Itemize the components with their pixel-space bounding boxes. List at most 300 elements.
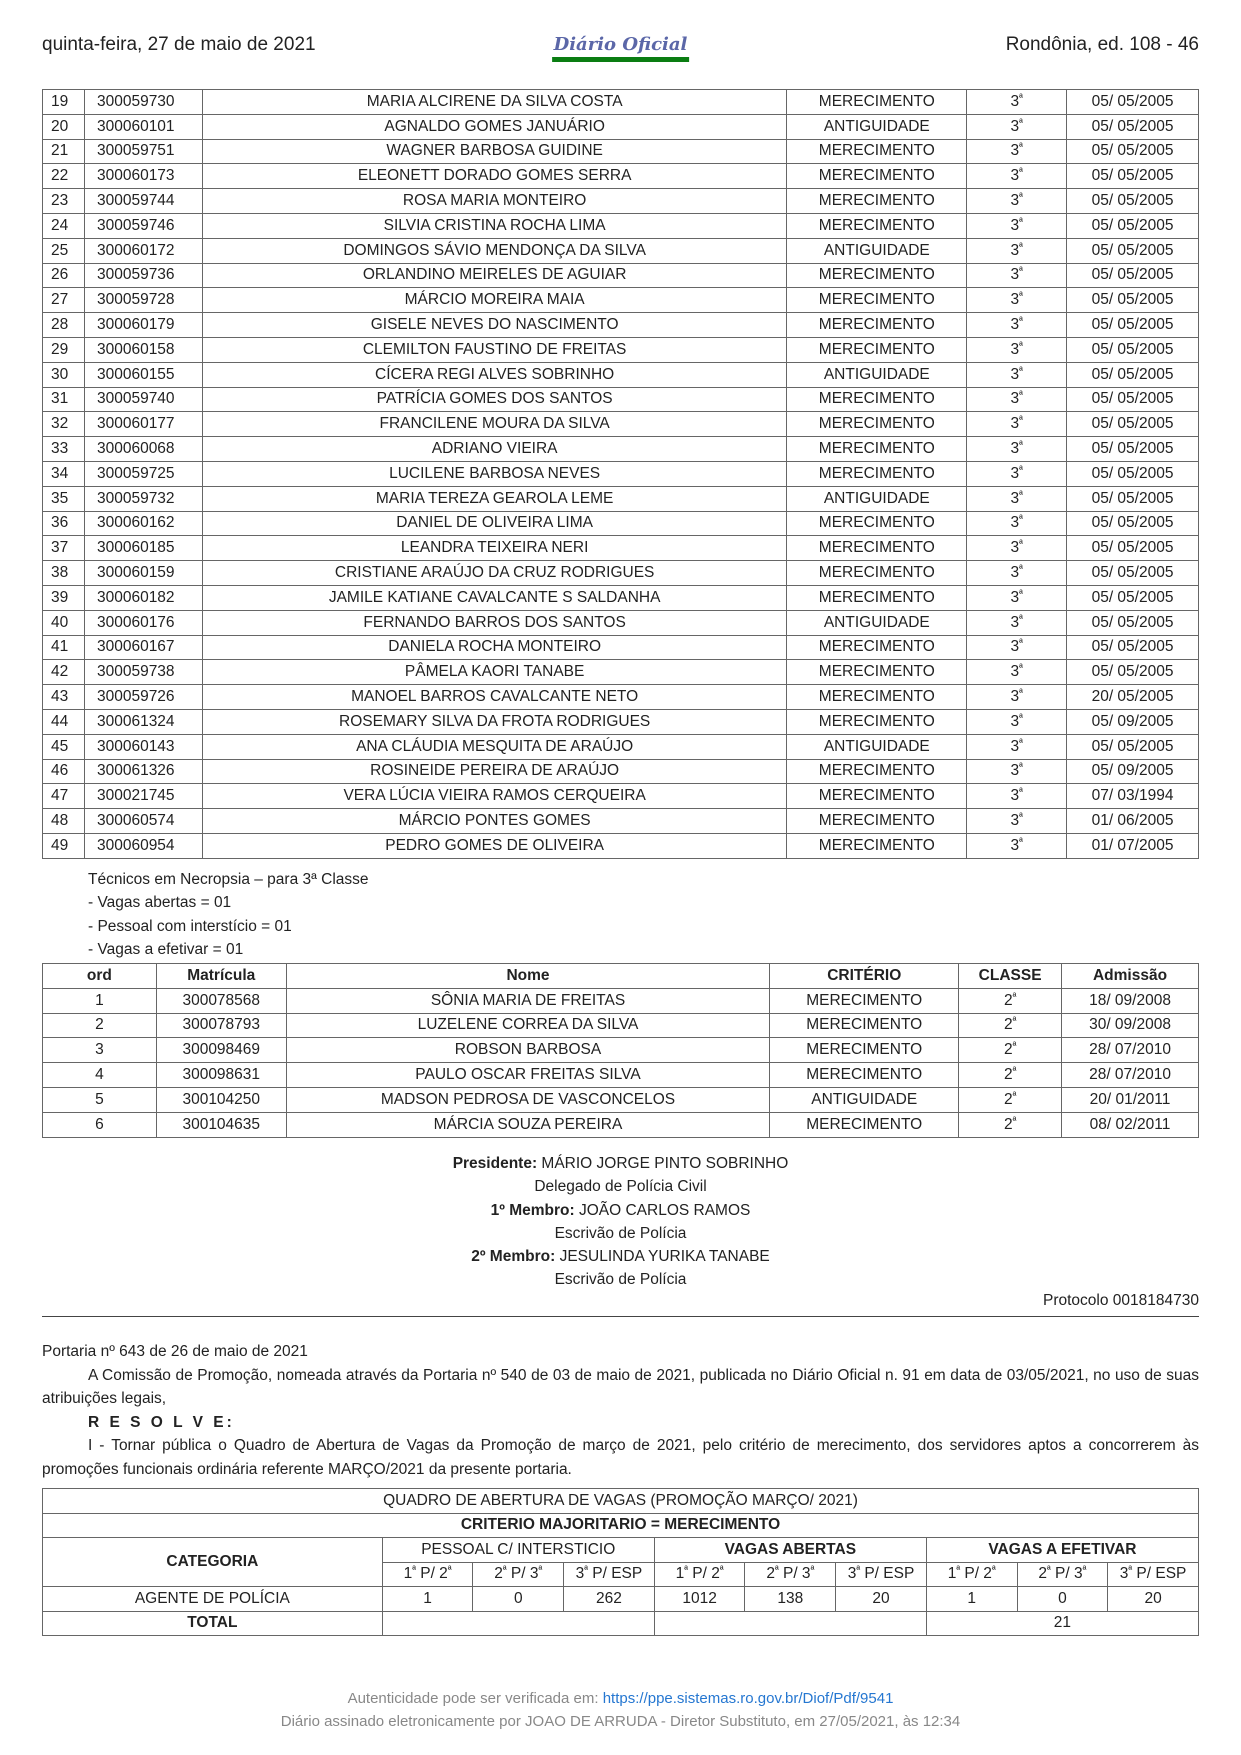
matricula-cell: 300060173	[84, 164, 202, 189]
col-matricula: Matrícula	[156, 964, 286, 989]
ord-cell: 20	[43, 114, 85, 139]
ord-cell: 41	[43, 635, 85, 660]
matricula-cell: 300060172	[84, 238, 202, 263]
value-cell: 262	[564, 1587, 655, 1612]
matricula-cell: 300059730	[84, 90, 202, 115]
col-nome: Nome	[286, 964, 770, 989]
classe-cell: $2^ª$	[959, 1038, 1062, 1063]
admissao-cell: 05/ 05/2005	[1067, 486, 1199, 511]
diario-oficial-logo	[552, 34, 690, 62]
nome-cell: ROBSON BARBOSA	[286, 1038, 770, 1063]
table-row	[43, 536, 1199, 561]
classe-cell: $3^ª$	[967, 784, 1067, 809]
admissao-cell: 05/ 05/2005	[1067, 164, 1199, 189]
nome-cell: PAULO OSCAR FREITAS SILVA	[286, 1063, 770, 1088]
matricula-cell: 300059732	[84, 486, 202, 511]
signature-role: Escrivão de Polícia	[554, 1224, 687, 1242]
classe-cell: $2^ª$	[959, 988, 1062, 1013]
nome-cell: ROSA MARIA MONTEIRO	[202, 189, 786, 214]
matricula-cell: 300060182	[84, 585, 202, 610]
ord-cell: 19	[43, 90, 85, 115]
signature-member1	[42, 1199, 1199, 1222]
table-row	[43, 511, 1199, 536]
admissao-cell: 05/ 05/2005	[1067, 536, 1199, 561]
ord-cell: 30	[43, 362, 85, 387]
table-row	[43, 1087, 1199, 1112]
vagas-title-row	[43, 1489, 1199, 1514]
ord-cell: 4	[43, 1063, 157, 1088]
matricula-cell: 300060167	[84, 635, 202, 660]
criterio-cell: MERECIMENTO	[787, 139, 967, 164]
signature-name: JOÃO CARLOS RAMOS	[578, 1201, 751, 1219]
classe-cell: $3^ª$	[967, 114, 1067, 139]
matricula-cell: 300060179	[84, 313, 202, 338]
matricula-cell: 300060159	[84, 561, 202, 586]
criterio-cell: ANTIGUIDADE	[787, 734, 967, 759]
value-cell: 1012	[654, 1587, 745, 1612]
ord-cell: 31	[43, 387, 85, 412]
table-row	[43, 288, 1199, 313]
group-pessoal: PESSOAL C/ INTERSTICIO	[382, 1538, 654, 1563]
ord-cell: 5	[43, 1087, 157, 1112]
matricula-cell: 300061324	[84, 709, 202, 734]
criterio-cell: MERECIMENTO	[787, 387, 967, 412]
signature-label: 2º Membro:	[471, 1248, 556, 1266]
admissao-cell: 07/ 03/1994	[1067, 784, 1199, 809]
table-row	[43, 90, 1199, 115]
ord-cell: 33	[43, 437, 85, 462]
nome-cell: LUCILENE BARBOSA NEVES	[202, 461, 786, 486]
nome-cell: FRANCILENE MOURA DA SILVA	[202, 412, 786, 437]
nome-cell: JAMILE KATIANE CAVALCANTE S SALDANHA	[202, 585, 786, 610]
criterio-cell: MERECIMENTO	[787, 189, 967, 214]
table-row	[43, 585, 1199, 610]
matricula-cell: 300060185	[84, 536, 202, 561]
admissao-cell: 05/ 05/2005	[1067, 734, 1199, 759]
table-row	[43, 561, 1199, 586]
matricula-cell: 300078793	[156, 1013, 286, 1038]
table-row	[43, 1112, 1199, 1137]
value-cell: 1	[382, 1587, 473, 1612]
ord-cell: 34	[43, 461, 85, 486]
classe-cell: $3^ª$	[967, 833, 1067, 858]
admissao-cell: 05/ 05/2005	[1067, 412, 1199, 437]
vagas-table	[42, 1488, 1199, 1636]
total-efetivar: 21	[926, 1611, 1198, 1636]
matricula-cell: 300060101	[84, 114, 202, 139]
classe-cell: $3^ª$	[967, 585, 1067, 610]
classe-cell: $2^ª$	[959, 1087, 1062, 1112]
criterio-cell: MERECIMENTO	[787, 164, 967, 189]
ord-cell: 45	[43, 734, 85, 759]
admissao-cell: 05/ 05/2005	[1067, 263, 1199, 288]
ord-cell: 28	[43, 313, 85, 338]
ord-cell: 32	[43, 412, 85, 437]
table-row	[43, 1063, 1199, 1088]
nome-cell: PÂMELA KAORI TANABE	[202, 660, 786, 685]
page-header	[42, 30, 1199, 70]
ord-cell: 21	[43, 139, 85, 164]
criterio-cell: MERECIMENTO	[787, 213, 967, 238]
signature-name: MÁRIO JORGE PINTO SOBRINHO	[541, 1155, 789, 1172]
classe-cell: $3^ª$	[967, 486, 1067, 511]
necropsia-body	[43, 988, 1199, 1137]
nome-cell: ORLANDINO MEIRELES DE AGUIAR	[202, 263, 786, 288]
nome-cell: MÁRCIO MOREIRA MAIA	[202, 288, 786, 313]
portaria-resolve: R E S O L V E:	[88, 1413, 235, 1431]
matricula-cell: 300060068	[84, 437, 202, 462]
matricula-cell: 300060143	[84, 734, 202, 759]
classe-cell: $3^ª$	[967, 263, 1067, 288]
col-classe: CLASSE	[959, 964, 1062, 989]
nome-cell: WAGNER BARBOSA GUIDINE	[202, 139, 786, 164]
table-row	[43, 1013, 1199, 1038]
logo-underline	[552, 57, 690, 62]
table-row	[43, 189, 1199, 214]
classe-cell: $3^ª$	[967, 90, 1067, 115]
portaria-text	[42, 1340, 1199, 1481]
criterio-cell: ANTIGUIDADE	[787, 610, 967, 635]
table-row	[43, 610, 1199, 635]
col-admissao: Admissão	[1062, 964, 1199, 989]
signature-label: 1º Membro:	[490, 1201, 575, 1219]
table-row	[43, 734, 1199, 759]
table-row	[43, 139, 1199, 164]
matricula-cell: 300059740	[84, 387, 202, 412]
nome-cell: MARIA ALCIRENE DA SILVA COSTA	[202, 90, 786, 115]
nome-cell: DOMINGOS SÁVIO MENDONÇA DA SILVA	[202, 238, 786, 263]
nome-cell: PATRÍCIA GOMES DOS SANTOS	[202, 387, 786, 412]
matricula-cell: 300104250	[156, 1087, 286, 1112]
classe-cell: $3^ª$	[967, 313, 1067, 338]
admissao-cell: 05/ 05/2005	[1067, 114, 1199, 139]
nome-cell: GISELE NEVES DO NASCIMENTO	[202, 313, 786, 338]
nome-cell: ELEONETT DORADO GOMES SERRA	[202, 164, 786, 189]
classe-cell: $3^ª$	[967, 511, 1067, 536]
nome-cell: DANIELA ROCHA MONTEIRO	[202, 635, 786, 660]
admissao-cell: 05/ 05/2005	[1067, 561, 1199, 586]
section-line: - Vagas abertas = 01	[88, 894, 232, 912]
ord-cell: 23	[43, 189, 85, 214]
table-row	[43, 461, 1199, 486]
categoria-cell: AGENTE DE POLÍCIA	[43, 1587, 383, 1612]
admissao-cell: 05/ 05/2005	[1067, 238, 1199, 263]
necropsia-table	[42, 963, 1199, 1138]
header-edition: Rondônia, ed. 108 - 46	[1005, 34, 1199, 55]
admissao-cell: 05/ 05/2005	[1067, 90, 1199, 115]
criterio-cell: MERECIMENTO	[787, 412, 967, 437]
classe-cell: $3^ª$	[967, 660, 1067, 685]
table-row	[43, 660, 1199, 685]
group-abertas: VAGAS ABERTAS	[654, 1538, 926, 1563]
admissao-cell: 20/ 01/2011	[1062, 1087, 1199, 1112]
ord-cell: 40	[43, 610, 85, 635]
signature-president	[42, 1152, 1199, 1175]
admissao-cell: 05/ 05/2005	[1067, 313, 1199, 338]
table-row	[43, 337, 1199, 362]
criterio-cell: MERECIMENTO	[787, 313, 967, 338]
subheader: $1^ª$ P/ $2^ª$	[926, 1562, 1017, 1587]
ord-cell: 43	[43, 685, 85, 710]
classe-cell: $2^ª$	[959, 1112, 1062, 1137]
admissao-cell: 05/ 05/2005	[1067, 585, 1199, 610]
classe-cell: $3^ª$	[967, 734, 1067, 759]
admissao-cell: 05/ 09/2005	[1067, 709, 1199, 734]
criterio-cell: MERECIMENTO	[787, 511, 967, 536]
admissao-cell: 18/ 09/2008	[1062, 988, 1199, 1013]
nome-cell: FERNANDO BARROS DOS SANTOS	[202, 610, 786, 635]
matricula-cell: 300078568	[156, 988, 286, 1013]
matricula-cell: 300098631	[156, 1063, 286, 1088]
nome-cell: ROSINEIDE PEREIRA DE ARAÚJO	[202, 759, 786, 784]
nome-cell: LUZELENE CORREA DA SILVA	[286, 1013, 770, 1038]
ord-cell: 24	[43, 213, 85, 238]
nome-cell: LEANDRA TEIXEIRA NERI	[202, 536, 786, 561]
classe-cell: $3^ª$	[967, 709, 1067, 734]
admissao-cell: 05/ 05/2005	[1067, 337, 1199, 362]
table-row	[43, 164, 1199, 189]
nome-cell: CLEMILTON FAUSTINO DE FREITAS	[202, 337, 786, 362]
ord-cell: 27	[43, 288, 85, 313]
matricula-cell: 300021745	[84, 784, 202, 809]
signature-role: Delegado de Polícia Civil	[534, 1178, 707, 1196]
classe-cell: $3^ª$	[967, 536, 1067, 561]
admissao-cell: 28/ 07/2010	[1062, 1038, 1199, 1063]
portaria-intro: A Comissão de Promoção, nomeada através da Portaria nº 540 de 03 de maio de 2021, publicada no Diário Oficial n. 91 em data de 03/05/2021, no uso de suas atribuições legais,	[42, 1366, 1199, 1407]
necropsia-section	[88, 868, 369, 961]
protocol-number: Protocolo 0018184730	[1043, 1292, 1199, 1309]
classe-cell: $3^ª$	[967, 461, 1067, 486]
ord-cell: 47	[43, 784, 85, 809]
table-row	[43, 486, 1199, 511]
admissao-cell: 05/ 05/2005	[1067, 461, 1199, 486]
matricula-cell: 300059728	[84, 288, 202, 313]
ord-cell: 3	[43, 1038, 157, 1063]
signed-line: Diário assinado eletronicamente por JOAO DE ARRUDA - Diretor Substituto, em 27/05/2021, às 12:34	[280, 1713, 961, 1730]
criterio-cell: MERECIMENTO	[770, 988, 959, 1013]
criterio-cell: MERECIMENTO	[787, 759, 967, 784]
admissao-cell: 01/ 06/2005	[1067, 809, 1199, 834]
nome-cell: SÔNIA MARIA DE FREITAS	[286, 988, 770, 1013]
matricula-cell: 300059751	[84, 139, 202, 164]
classe-cell: $3^ª$	[967, 610, 1067, 635]
subheader: $2^ª$ P/ $3^ª$	[473, 1562, 564, 1587]
nome-cell: MÁRCIA SOUZA PEREIRA	[286, 1112, 770, 1137]
section-divider	[42, 1316, 1199, 1317]
total-label: TOTAL	[43, 1611, 383, 1636]
criterio-cell: MERECIMENTO	[787, 685, 967, 710]
ord-cell: 25	[43, 238, 85, 263]
criterio-cell: MERECIMENTO	[787, 337, 967, 362]
ord-cell: 29	[43, 337, 85, 362]
criterio-cell: MERECIMENTO	[787, 288, 967, 313]
ord-cell: 1	[43, 988, 157, 1013]
subheader: $2^ª$ P/ $3^ª$	[745, 1562, 836, 1587]
vagas-total-row	[43, 1611, 1199, 1636]
subheader: $3^ª$ P/ ESP	[564, 1562, 655, 1587]
admissao-cell: 05/ 05/2005	[1067, 610, 1199, 635]
matricula-cell: 300060158	[84, 337, 202, 362]
admissao-cell: 08/ 02/2011	[1062, 1112, 1199, 1137]
signature-label: Presidente:	[452, 1155, 538, 1172]
promotion-list-body	[43, 90, 1199, 859]
table-row	[43, 362, 1199, 387]
admissao-cell: 20/ 05/2005	[1067, 685, 1199, 710]
ord-cell: 2	[43, 1013, 157, 1038]
criterio-cell: MERECIMENTO	[770, 1038, 959, 1063]
value-cell: 138	[745, 1587, 836, 1612]
matricula-cell: 300060954	[84, 833, 202, 858]
matricula-cell: 300059738	[84, 660, 202, 685]
criterio-cell: ANTIGUIDADE	[787, 114, 967, 139]
classe-cell: $2^ª$	[959, 1013, 1062, 1038]
admissao-cell: 05/ 05/2005	[1067, 213, 1199, 238]
ord-cell: 38	[43, 561, 85, 586]
table-header-row	[43, 964, 1199, 989]
criterio-cell: MERECIMENTO	[787, 437, 967, 462]
admissao-cell: 30/ 09/2008	[1062, 1013, 1199, 1038]
signature-member2	[42, 1245, 1199, 1268]
vagas-subtitle: CRITERIO MAJORITARIO = MERECIMENTO	[43, 1513, 1199, 1538]
matricula-cell: 300060155	[84, 362, 202, 387]
classe-cell: $3^ª$	[967, 189, 1067, 214]
table-row	[43, 685, 1199, 710]
table-row	[43, 759, 1199, 784]
group-efetivar: VAGAS A EFETIVAR	[926, 1538, 1198, 1563]
classe-cell: $3^ª$	[967, 362, 1067, 387]
criterio-cell: MERECIMENTO	[787, 90, 967, 115]
classe-cell: $3^ª$	[967, 288, 1067, 313]
vagas-data-row	[43, 1587, 1199, 1612]
header-date: quinta-feira, 27 de maio de 2021	[42, 34, 316, 55]
table-row	[43, 809, 1199, 834]
section-line: - Vagas a efetivar = 01	[88, 940, 244, 958]
matricula-cell: 300059746	[84, 213, 202, 238]
table-row	[43, 313, 1199, 338]
authenticity-line	[0, 1687, 1241, 1710]
admissao-cell: 05/ 05/2005	[1067, 189, 1199, 214]
table-row	[43, 114, 1199, 139]
admissao-cell: 05/ 05/2005	[1067, 139, 1199, 164]
ord-cell: 6	[43, 1112, 157, 1137]
nome-cell: SILVIA CRISTINA ROCHA LIMA	[202, 213, 786, 238]
criterio-cell: MERECIMENTO	[787, 461, 967, 486]
nome-cell: ROSEMARY SILVA DA FROTA RODRIGUES	[202, 709, 786, 734]
vagas-subtitle-row	[43, 1513, 1199, 1538]
ord-cell: 46	[43, 759, 85, 784]
table-row	[43, 784, 1199, 809]
admissao-cell: 05/ 05/2005	[1067, 288, 1199, 313]
section-title: Técnicos em Necropsia – para 3ª Classe	[88, 871, 369, 888]
value-cell: 1	[926, 1587, 1017, 1612]
criterio-cell: MERECIMENTO	[770, 1013, 959, 1038]
classe-cell: $3^ª$	[967, 238, 1067, 263]
table-row	[43, 263, 1199, 288]
matricula-cell: 300059726	[84, 685, 202, 710]
criterio-cell: MERECIMENTO	[770, 1112, 959, 1137]
nome-cell: ADRIANO VIEIRA	[202, 437, 786, 462]
total-abertas	[654, 1611, 926, 1636]
criterio-cell: MERECIMENTO	[787, 833, 967, 858]
criterio-cell: MERECIMENTO	[787, 263, 967, 288]
value-cell: 0	[1017, 1587, 1108, 1612]
signature-role: Escrivão de Polícia	[554, 1271, 687, 1289]
classe-cell: $3^ª$	[967, 164, 1067, 189]
nome-cell: MÁRCIO PONTES GOMES	[202, 809, 786, 834]
subheader: $3^ª$ P/ ESP	[1108, 1562, 1199, 1587]
matricula-cell: 300059744	[84, 189, 202, 214]
authenticity-label: Autenticidade pode ser verificada em:	[347, 1690, 603, 1707]
subheader: $1^ª$ P/ $2^ª$	[654, 1562, 745, 1587]
classe-cell: $3^ª$	[967, 809, 1067, 834]
subheader: $3^ª$ P/ ESP	[836, 1562, 927, 1587]
classe-cell: $3^ª$	[967, 139, 1067, 164]
col-criterio: CRITÉRIO	[770, 964, 959, 989]
nome-cell: VERA LÚCIA VIEIRA RAMOS CERQUEIRA	[202, 784, 786, 809]
subheader: $1^ª$ P/ $2^ª$	[382, 1562, 473, 1587]
criterio-cell: ANTIGUIDADE	[787, 238, 967, 263]
ord-cell: 42	[43, 660, 85, 685]
ord-cell: 49	[43, 833, 85, 858]
criterio-cell: MERECIMENTO	[787, 585, 967, 610]
table-row	[43, 437, 1199, 462]
table-row	[43, 833, 1199, 858]
ord-cell: 22	[43, 164, 85, 189]
table-row	[43, 1038, 1199, 1063]
classe-cell: $3^ª$	[967, 561, 1067, 586]
signature-name: JESULINDA YURIKA TANABE	[559, 1248, 770, 1266]
admissao-cell: 05/ 05/2005	[1067, 511, 1199, 536]
admissao-cell: 28/ 07/2010	[1062, 1063, 1199, 1088]
matricula-cell: 300104635	[156, 1112, 286, 1137]
criterio-cell: MERECIMENTO	[770, 1063, 959, 1088]
ord-cell: 35	[43, 486, 85, 511]
matricula-cell: 300060574	[84, 809, 202, 834]
criterio-cell: MERECIMENTO	[787, 635, 967, 660]
value-cell: 0	[473, 1587, 564, 1612]
admissao-cell: 05/ 05/2005	[1067, 660, 1199, 685]
value-cell: 20	[1108, 1587, 1199, 1612]
matricula-cell: 300061326	[84, 759, 202, 784]
criterio-cell: MERECIMENTO	[787, 561, 967, 586]
nome-cell: PEDRO GOMES DE OLIVEIRA	[202, 833, 786, 858]
admissao-cell: 05/ 09/2005	[1067, 759, 1199, 784]
logo-text: Diário Oficial	[553, 34, 688, 55]
criterio-cell: MERECIMENTO	[787, 809, 967, 834]
ord-cell: 36	[43, 511, 85, 536]
admissao-cell: 05/ 05/2005	[1067, 437, 1199, 462]
nome-cell: MARIA TEREZA GEAROLA LEME	[202, 486, 786, 511]
matricula-cell: 300059725	[84, 461, 202, 486]
authenticity-link[interactable]: https://ppe.sistemas.ro.gov.br/Diof/Pdf/9541	[602, 1690, 894, 1707]
classe-cell: $3^ª$	[967, 387, 1067, 412]
nome-cell: DANIEL DE OLIVEIRA LIMA	[202, 511, 786, 536]
classe-cell: $3^ª$	[967, 213, 1067, 238]
table-row	[43, 709, 1199, 734]
admissao-cell: 01/ 07/2005	[1067, 833, 1199, 858]
ord-cell: 39	[43, 585, 85, 610]
nome-cell: CÍCERA REGI ALVES SOBRINHO	[202, 362, 786, 387]
classe-cell: $3^ª$	[967, 437, 1067, 462]
section-line: - Pessoal com interstício = 01	[88, 917, 292, 935]
criterio-cell: MERECIMENTO	[787, 784, 967, 809]
admissao-cell: 05/ 05/2005	[1067, 635, 1199, 660]
criterio-cell: ANTIGUIDADE	[787, 486, 967, 511]
matricula-cell: 300060177	[84, 412, 202, 437]
table-row	[43, 238, 1199, 263]
matricula-cell: 300060162	[84, 511, 202, 536]
table-row	[43, 412, 1199, 437]
